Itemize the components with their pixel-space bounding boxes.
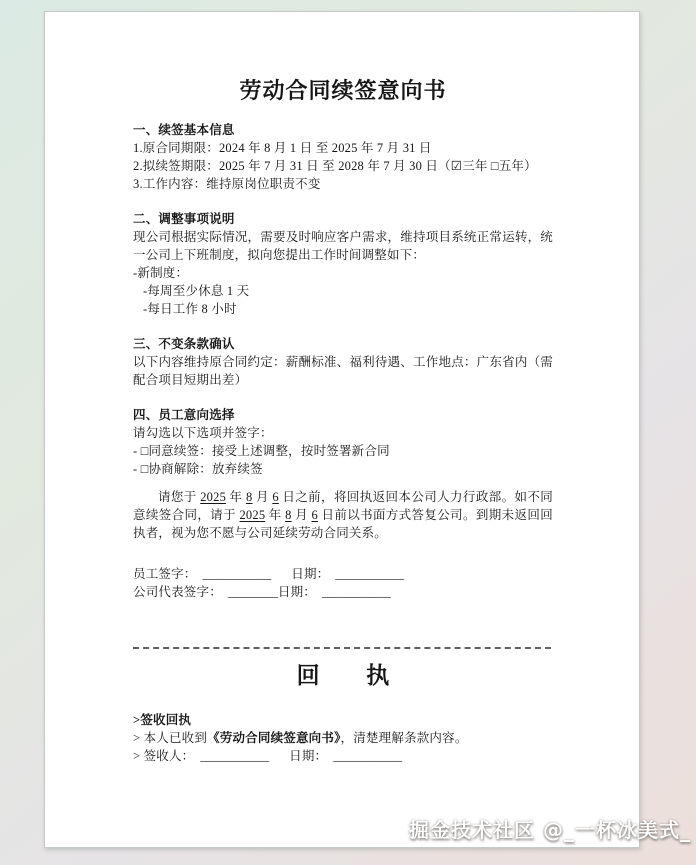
option-agree-renewal <box>133 442 553 460</box>
dashed-separator <box>133 647 551 649</box>
checkbox-checked-icon[interactable]: ☑ <box>450 159 463 173</box>
deadline-day: 6 <box>311 508 318 522</box>
recipient-signature-row <box>133 747 553 765</box>
company-signature-row <box>133 583 553 601</box>
option-negotiate-termination <box>133 460 553 478</box>
employee-signature-row <box>133 565 553 583</box>
employee-date-label: 日期： <box>291 567 330 581</box>
recipient-date-label: 日期： <box>289 749 328 763</box>
section-1-heading: 一、续签基本信息 <box>133 123 235 137</box>
watermark-text: 掘金技术社区 @_一杯冰美式_ <box>409 818 691 842</box>
return-notice-paragraph <box>133 488 553 542</box>
option-bullet: - <box>133 462 141 476</box>
recipient-signature-blank[interactable]: ___________ <box>200 749 270 763</box>
renewal-term-text: 2.拟续签期限：2025 年 7 月 31 日 至 2028 年 7 月 30 日（ <box>133 159 451 173</box>
deadline-month: 8 <box>285 508 292 522</box>
document-title: 劳动合同续签意向书 <box>239 78 447 103</box>
five-year-option-label: 五年 <box>498 159 525 173</box>
notice-text: 年 <box>265 508 286 522</box>
receipt-block <box>133 711 553 765</box>
company-date-blank[interactable]: ___________ <box>322 585 391 599</box>
employee-signature-blank[interactable]: ___________ <box>202 567 272 581</box>
section-4-heading: 四、员工意向选择 <box>133 408 235 422</box>
deadline-year: 2025 <box>239 508 266 522</box>
three-year-option-label: 三年 <box>462 159 488 173</box>
unchanged-terms-paragraph: 以下内容维持原合同约定：薪酬标准、福利待遇、工作地点：广东省内（需配合项目短期出差） <box>133 355 553 387</box>
policy-item-daily-hours: -每日工作 8 小时 <box>143 302 237 316</box>
renewal-term-suffix: ） <box>524 159 537 173</box>
employee-date-blank[interactable]: ___________ <box>335 567 405 581</box>
ack-document-name: 《劳动合同续签意向书》 <box>207 731 341 745</box>
deadline-day: 6 <box>272 490 279 504</box>
notice-text: 月 <box>291 508 312 522</box>
deadline-month: 8 <box>245 490 253 504</box>
employee-signature-label: 员工签字： <box>133 567 197 581</box>
section-2-heading: 二、调整事项说明 <box>133 212 235 226</box>
document-content <box>133 12 553 765</box>
receipt-acknowledgement-line <box>133 729 553 747</box>
recipient-signature-label: > 签收人： <box>133 749 195 763</box>
receipt-title: 回 执 <box>296 663 390 688</box>
ack-text: ，清楚理解条款内容。 <box>340 731 468 745</box>
option-terminate-label: 协商解除：放弃续签 <box>148 462 263 476</box>
original-contract-term-line: 1.原合同期限：2024 年 8 月 1 日 至 2025 年 7 月 31 日 <box>133 141 432 155</box>
company-signature-label: 公司代表签字： <box>133 585 222 599</box>
new-policy-label: -新制度： <box>133 266 189 280</box>
choice-instruction-line: 请勾选以下选项并签字： <box>133 426 273 440</box>
signature-block <box>133 565 553 601</box>
section-3-heading: 三、不变条款确认 <box>133 337 235 351</box>
recipient-date-blank[interactable]: ___________ <box>333 749 402 763</box>
work-content-line: 3.工作内容：维持原岗位职责不变 <box>133 177 321 191</box>
notice-text: 请您于 <box>158 490 201 504</box>
renewal-term-line <box>133 157 553 175</box>
checkbox-unchecked-icon[interactable]: □ <box>490 159 499 173</box>
notice-text: 日之前，将回执返回本公司人力行政部。如不同意续签合同，请于 <box>133 490 553 522</box>
notice-text: 日前以书面方式答复公司。到期未返回回执者，视为您不愿与公司延续劳动合同关系。 <box>133 508 553 540</box>
ack-text: > 本人已收到 <box>133 731 208 745</box>
company-date-label: 日期： <box>277 585 317 599</box>
notice-text: 年 <box>226 490 246 504</box>
checkbox-unchecked-icon[interactable]: □ <box>140 462 149 476</box>
notice-text: 月 <box>252 490 273 504</box>
adjustment-body-paragraph: 现公司根据实际情况，需要及时响应客户需求，维持项目系统正常运转，统一公司上下班制度，拟向您提出工作时间调整如下： <box>133 230 553 262</box>
company-signature-blank[interactable]: ________ <box>227 585 278 599</box>
receipt-heading: >签收回执 <box>133 713 192 727</box>
checkbox-unchecked-icon[interactable]: □ <box>140 444 149 458</box>
deadline-year: 2025 <box>200 490 227 504</box>
policy-item-weekly-rest: -每周至少休息 1 天 <box>143 284 250 298</box>
option-bullet: - <box>133 444 141 458</box>
document-page <box>44 11 640 848</box>
option-agree-label: 同意续签：接受上述调整，按时签署新合同 <box>148 444 390 458</box>
